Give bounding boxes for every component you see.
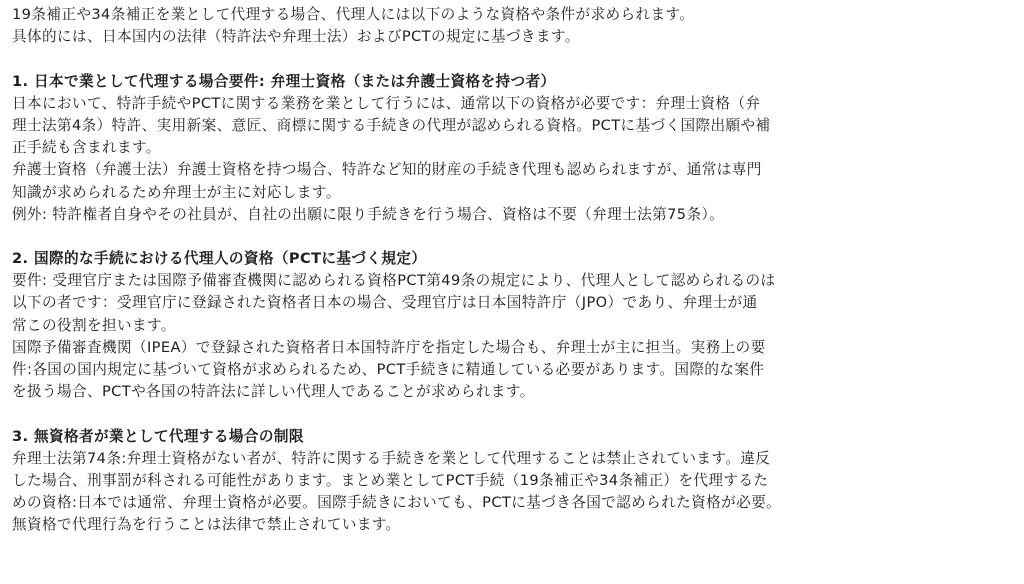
intro-line: 19条補正や34条補正を業として代理する場合、代理人には以下のような資格や条件が求められます。	[12, 6, 695, 23]
section-heading: 2. 国際的な手続における代理人の資格（PCTに基づく規定）	[12, 250, 427, 268]
paragraph-line: 要件: 受理官庁または国際予備審査機関に認められる資格PCT第49条の規定により、代理人として認められるのは	[12, 272, 776, 290]
paragraph-line: 理士法第4条）特許、実用新案、意匠、商標に関する手続きの代理が認められる資格。PCTに基づく国際出願や補	[12, 116, 771, 134]
paragraph-spacer	[12, 403, 1018, 425]
paragraph-line: 日本において、特許手続やPCTに関する業務を業として行うには、通常以下の資格が必要です：弁理士資格（弁	[12, 94, 761, 112]
section-heading: 3. 無資格者が業として代理する場合の制限	[12, 427, 304, 445]
document-body	[12, 4, 1018, 537]
intro-line: 具体的には、日本国内の法律（特許法や弁理士法）およびPCTの規定に基づきます。	[12, 28, 580, 46]
paragraph-line: めの資格:日本では通常、弁理士資格が必要。国際手続きにおいても、PCTに基づき各国で認められた資格が必要。	[12, 494, 782, 512]
paragraph-line: 弁護士資格（弁護士法）弁護士資格を持つ場合、特許など知的財産の手続き代理も認められますが、通常は専門	[12, 161, 762, 179]
section-heading: 1. 日本で業として代理する場合要件: 弁理士資格（または弁護士資格を持つ者）	[12, 72, 556, 90]
paragraph-line: 無資格で代理行為を行うことは法律で禁止されています。	[12, 516, 401, 534]
paragraph-line: を扱う場合、PCTや各国の特許法に詳しい代理人であることが求められます。	[12, 383, 535, 401]
paragraph-spacer	[12, 48, 1018, 70]
paragraph-line: した場合、刑事罰が科される可能性があります。まとめ業としてPCT手続（19条補正や34条補正）を代理するた	[12, 471, 769, 489]
paragraph-line: 知識が求められるため弁理士が主に対応します。	[12, 183, 341, 201]
paragraph-spacer	[12, 226, 1018, 248]
paragraph-line: 常この役割を担います。	[12, 316, 176, 334]
paragraph-line: 以下の者です：受理官庁に登録された資格者日本の場合、受理官庁は日本国特許庁（JPO）であり、弁理士が通	[12, 294, 758, 312]
paragraph-line: 正手続も含まれます。	[12, 139, 161, 157]
paragraph-line: 国際予備審査機関（IPEA）で登録された資格者日本国特許庁を指定した場合も、弁理士が主に担当。実務上の要	[12, 338, 766, 356]
paragraph-line: 例外: 特許権者自身やその社員が、自社の出願に限り手続きを行う場合、資格は不要（弁理士法第75条）。	[12, 205, 725, 223]
paragraph-line: 弁理士法第74条:弁理士資格がない者が、特許に関する手続きを業として代理することは禁止されています。違反	[12, 449, 771, 467]
paragraph-line: 件:各国の国内規定に基づいて資格が求められるため、PCT手続きに精通している必要があります。国際的な案件	[12, 361, 765, 378]
